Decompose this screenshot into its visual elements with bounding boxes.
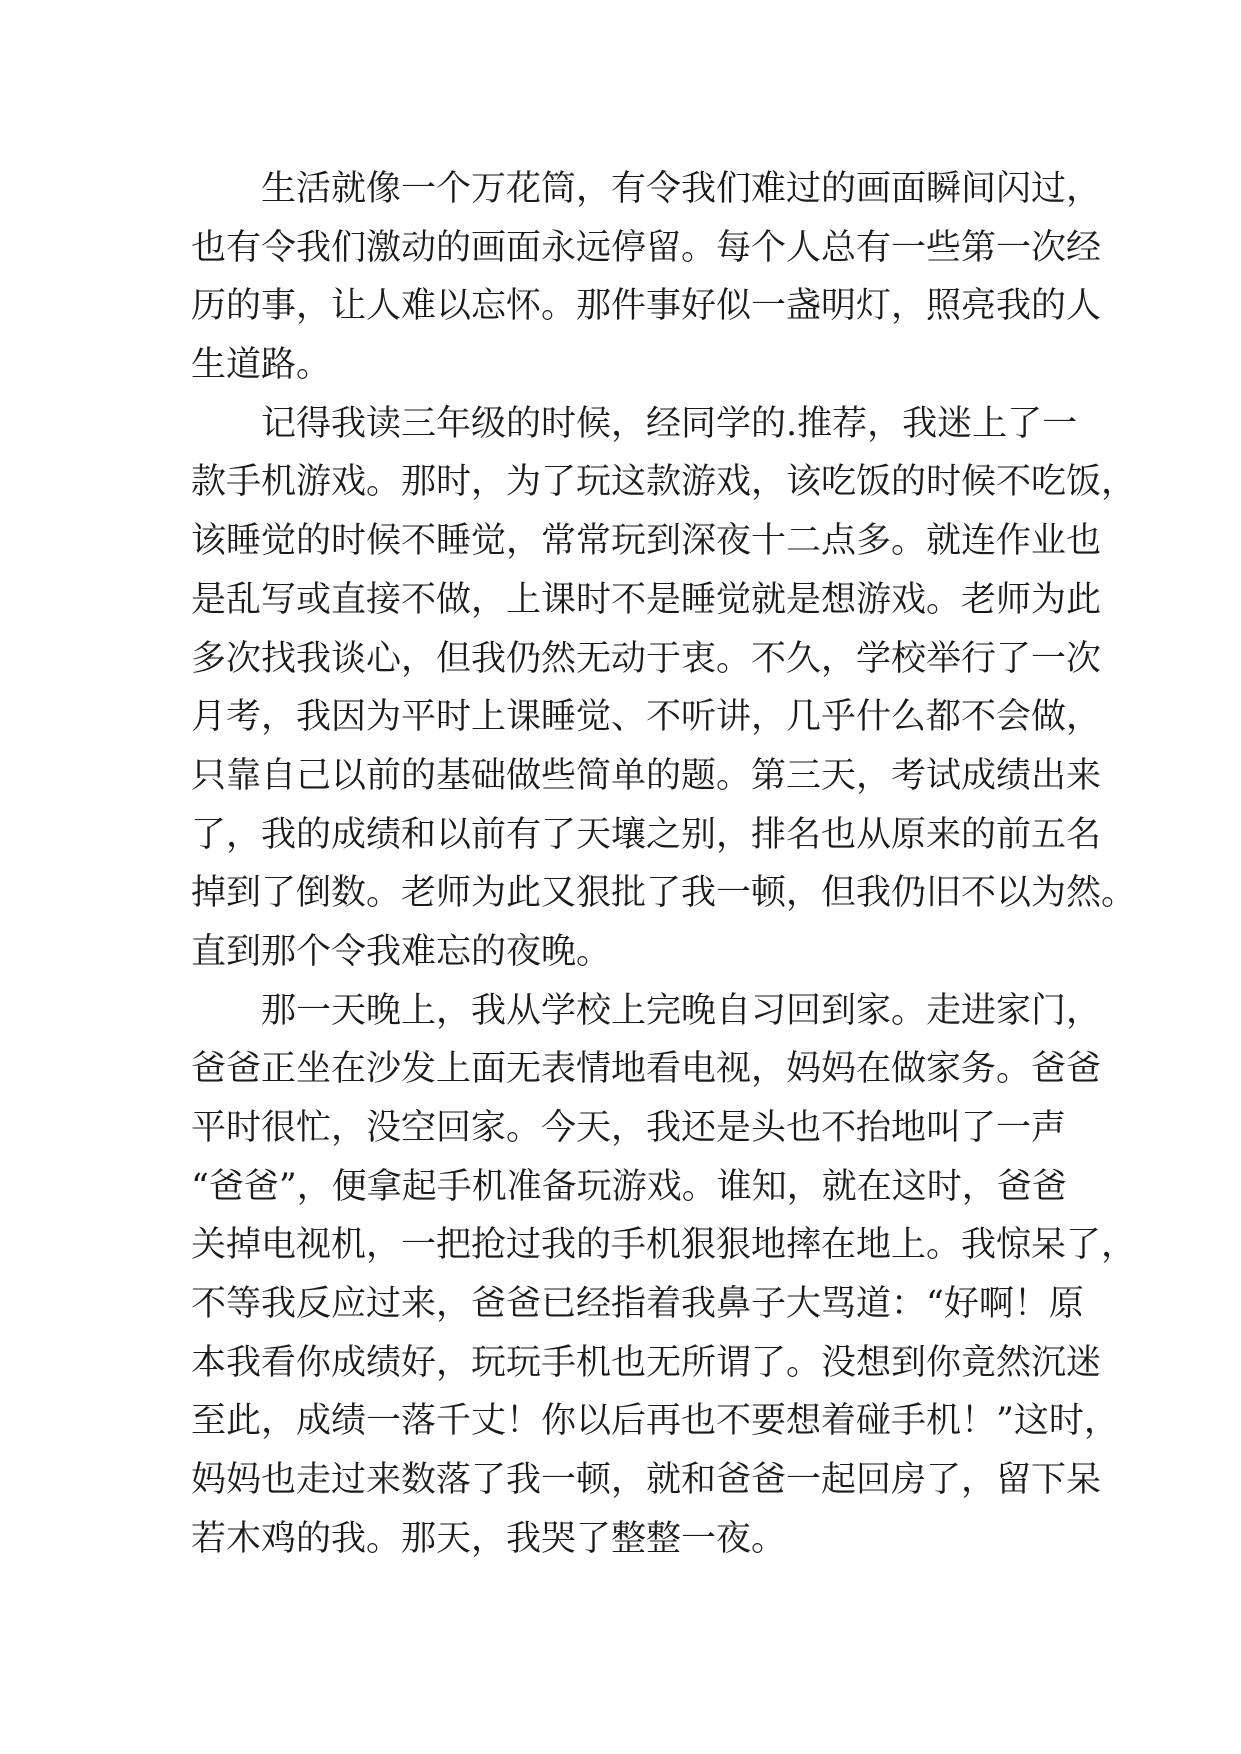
text-line: 那一天晚上，我从学校上完晚自习回到家。走进家门， xyxy=(261,990,1102,1031)
text-line: 历的事，让人难以忘怀。那件事好似一盏明灯，照亮我的人 xyxy=(191,286,1102,327)
text-line: 妈妈也走过来数落了我一顿，就和爸爸一起回房了，留下呆 xyxy=(191,1460,1102,1501)
text-line: 记得我读三年级的时候，经同学的.推荐，我迷上了一 xyxy=(261,403,1078,444)
text-line: 该睡觉的时候不睡觉，常常玩到深夜十二点多。就连作业也 xyxy=(191,521,1102,562)
paragraph-2 xyxy=(191,395,1137,982)
text-line: 多次找我谈心，但我仍然无动于衷。不久，学校举行了一次 xyxy=(191,638,1102,679)
text-line: 本我看你成绩好，玩玩手机也无所谓了。没想到你竟然沉迷 xyxy=(191,1342,1102,1383)
text-line: 若木鸡的我。那天，我哭了整整一夜。 xyxy=(191,1518,787,1559)
text-line: 直到那个令我难忘的夜晚。 xyxy=(191,931,612,972)
text-line: 也有令我们激动的画面永远停留。每个人总有一些第一次经 xyxy=(191,227,1102,268)
paragraph-3 xyxy=(191,982,1137,1569)
text-line: 掉到了倒数。老师为此又狠批了我一顿，但我仍旧不以为然。 xyxy=(191,873,1137,914)
text-line: 至此，成绩一落千丈！你以后再也不要想着碰手机！”这时， xyxy=(191,1401,1119,1442)
text-line: 款手机游戏。那时，为了玩这款游戏，该吃饭的时候不吃饭， xyxy=(191,462,1137,503)
text-line: 月考，我因为平时上课睡觉、不听讲，几乎什么都不会做， xyxy=(191,697,1102,738)
text-line: 只靠自己以前的基础做些简单的题。第三天，考试成绩出来 xyxy=(191,755,1102,796)
essay-body xyxy=(191,160,1137,1569)
text-line: 生活就像一个万花筒，有令我们难过的画面瞬间闪过， xyxy=(261,169,1102,209)
text-line: 关掉电视机，一把抢过我的手机狠狠地摔在地上。我惊呆了， xyxy=(191,1225,1137,1266)
text-line: 是乱写或直接不做，上课时不是睡觉就是想游戏。老师为此 xyxy=(191,579,1102,620)
text-line: 了，我的成绩和以前有了天壤之别，排名也从原来的前五名 xyxy=(191,814,1102,855)
paragraph-1 xyxy=(191,160,1102,395)
text-line: 生道路。 xyxy=(191,345,332,386)
text-line: 不等我反应过来，爸爸已经指着我鼻子大骂道：“好啊！原 xyxy=(191,1284,1084,1325)
text-line: “爸爸”，便拿起手机准备玩游戏。谁知，就在这时，爸爸 xyxy=(191,1166,1067,1207)
text-line: 爸爸正坐在沙发上面无表情地看电视，妈妈在做家务。爸爸 xyxy=(191,1049,1102,1090)
text-line: 平时很忙，没空回家。今天，我还是头也不抬地叫了一声 xyxy=(191,1108,1067,1148)
